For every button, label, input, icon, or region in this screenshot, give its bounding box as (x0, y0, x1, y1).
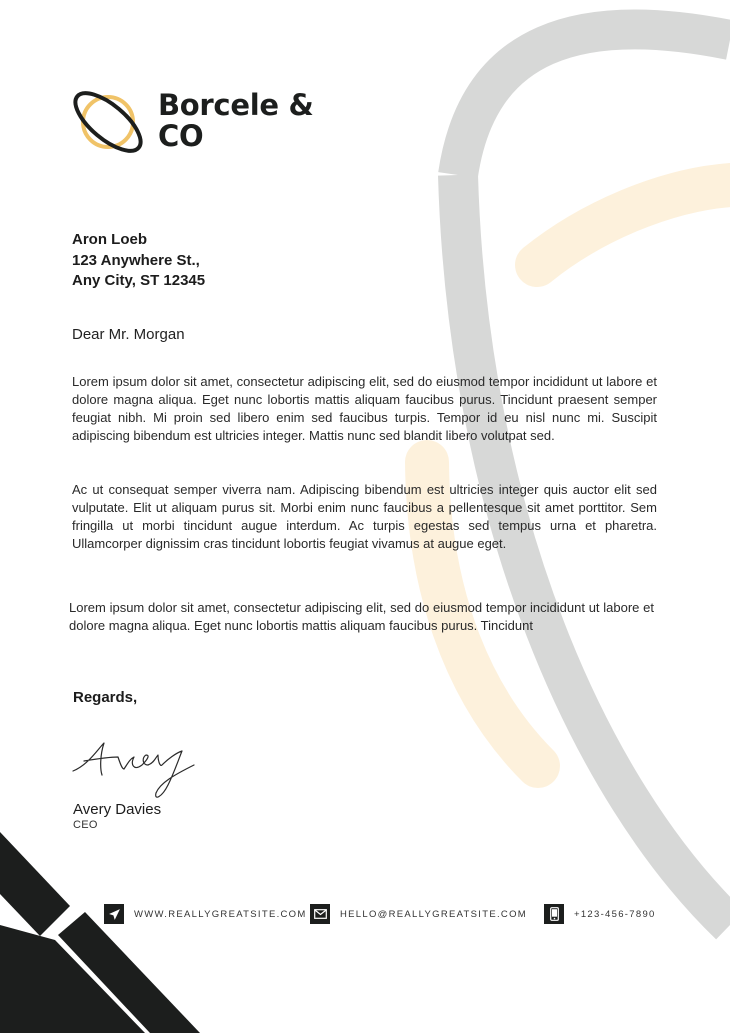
company-name-line2: CO (158, 119, 204, 153)
phone-text[interactable]: +123-456-7890 (574, 908, 656, 920)
gray-arc-decoration (458, 29, 730, 175)
contact-phone[interactable] (544, 904, 656, 924)
closing-regards: Regards, (73, 689, 138, 706)
send-icon (104, 904, 124, 924)
dark-corner-stripe (0, 832, 70, 936)
body-paragraph-1: Lorem ipsum dolor sit amet, consectetur adipiscing elit, sed do eiusmod tempor incididunt ut labore et dolore magna aliqua. Eget nunc lobortis mattis aliquam faucibus purus. Tincidunt praesent semper feugiat nibh. Mi proin sed libero enim sed faucibus turpis. Tempor id eu nisl nunc mi. Suscipit adipiscing bibendum est ultricies integer. Mattis nunc sed blandit libero volutpat sed. (72, 374, 657, 443)
phone-icon-glyph (550, 907, 559, 921)
signature-stroke (73, 743, 194, 797)
signer-name: Avery Davies (73, 801, 162, 818)
handwritten-signature (70, 735, 200, 805)
recipient-address (72, 230, 205, 292)
signer-title: CEO (73, 819, 98, 831)
recipient-name: Aron Loeb (72, 231, 147, 248)
contact-email[interactable] (310, 904, 527, 924)
logo-circle-shape (83, 97, 133, 147)
recipient-city: Any City, ST 12345 (72, 272, 206, 289)
send-icon-glyph (108, 908, 121, 921)
body-paragraph-2: Ac ut consequat semper viverra nam. Adipiscing bibendum est ultricies integer quis auctor elit sed vulputate. Elit ut aliquam purus sit. Morbi enim nunc faucibus a pellentesque sit amet porttitor. Sem fringilla ut morbi tincidunt augue interdum. Ac turpis egestas sed tempus urna et pharetra. Ullamcorper dignissim cras tincidunt lobortis feugiat vivamus at augue eget. (72, 482, 657, 551)
logo-orbit-shape (70, 83, 150, 160)
planet-logo-icon (70, 82, 150, 162)
company-name (158, 90, 313, 152)
body-paragraph-3: Lorem ipsum dolor sit amet, consectetur adipiscing elit, sed do eiusmod tempor incididunt ut labore et dolore magna aliqua. Eget nunc lobortis mattis aliquam faucibus purus. Tincidunt (69, 600, 654, 633)
envelope-icon-glyph (314, 909, 327, 919)
company-name-line1: Borcele & (158, 88, 314, 122)
envelope-icon (310, 904, 330, 924)
website-text[interactable]: WWW.REALLYGREATSITE.COM (134, 908, 307, 920)
cream-arc-top-decoration (537, 185, 730, 265)
recipient-street: 123 Anywhere St., (72, 251, 200, 269)
phone-icon (544, 904, 564, 924)
contact-website[interactable] (104, 904, 307, 924)
email-text[interactable]: HELLO@REALLYGREATSITE.COM (340, 908, 527, 920)
salutation: Dear Mr. Morgan (72, 326, 185, 343)
